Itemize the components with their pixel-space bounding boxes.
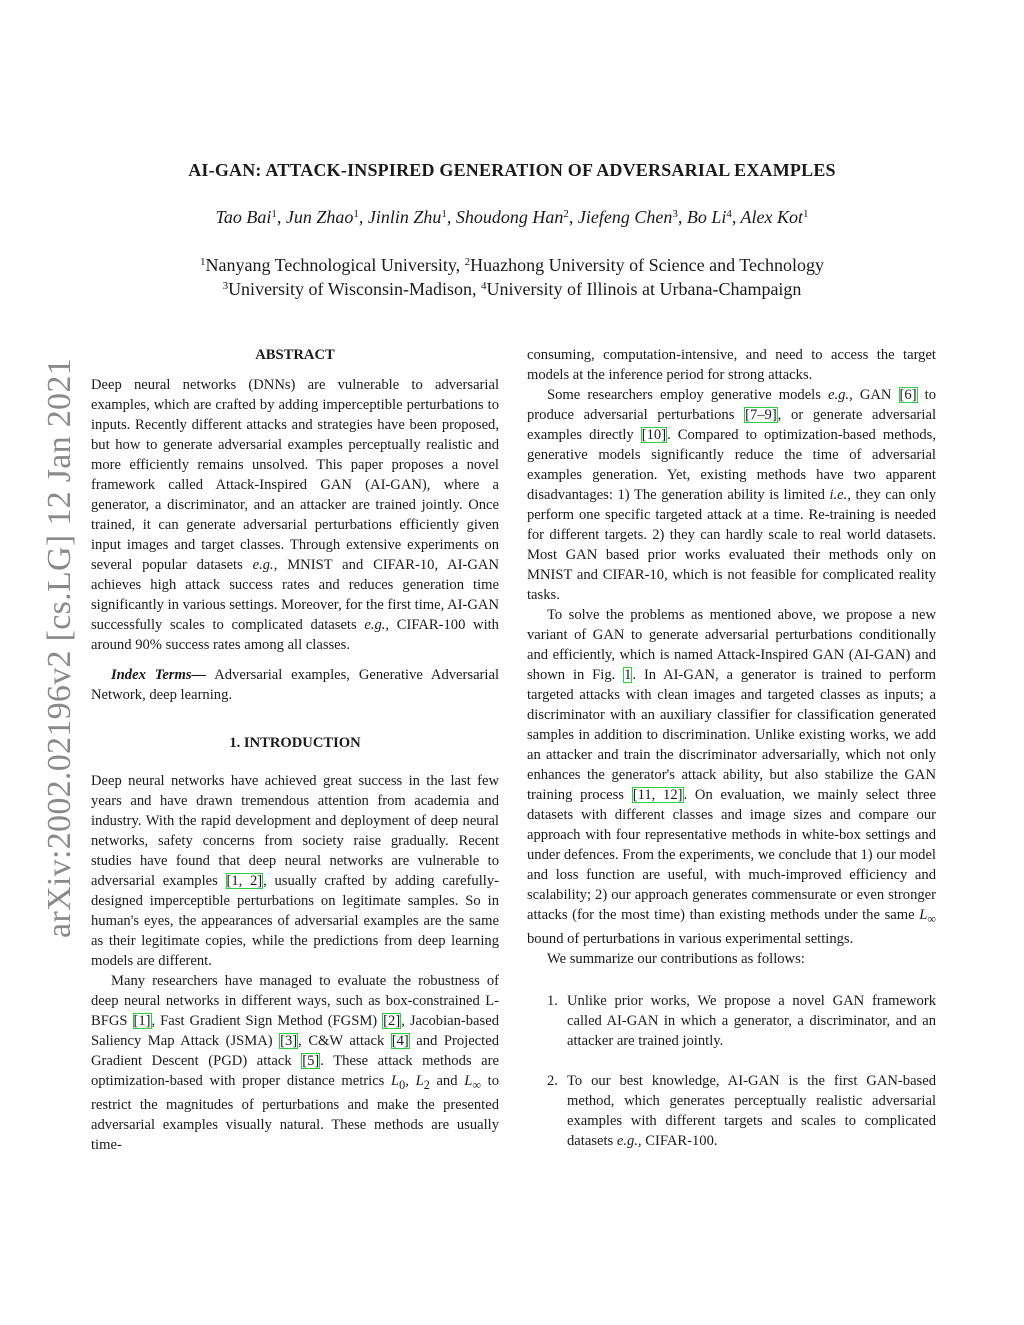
right-column [527,345,936,1151]
intro-paragraph-2-cont: consuming, computation-intensive, and need to access the target models at the inference period for strong attacks. [527,347,936,383]
figure-link[interactable]: 1 [624,667,632,683]
contributions-list [527,991,936,1151]
author-name: Shoudong Han [455,207,564,227]
author-name: Jinlin Zhu [367,207,442,227]
intro-paragraph-4: To solve the problems as mentioned above, we propose a new variant of GAN to generate adversarial perturbations conditionally and efficiently, which is named Attack-Inspired GAN (AI-GAN) and shown in Fig. 1. In AI-GAN, a generator is trained to perform targeted attacks with clean images and targeted classes as inputs; a discriminator with an auxiliary classifier for classification generated samples in addition to discrimination. Unlike existing works, we add an attacker and train the discriminator adversarially, which not only enhances the generator's attack ability, but also stabilize the GAN training process [11, 12]. On evaluation, we mainly select three datasets with different classes and image sizes and compare our approach with four representative methods in white-box settings and under defences. From the experiments, we conclude that 1) our model and loss function are useful, with much-improved efficiency and scalability; 2) our approach generates commensurate or even stronger attacks (for the most time) than existing methods under the same $L_\infty$ bound of perturbations in various experimental settings. [527,607,936,947]
abstract-heading: ABSTRACT [255,347,335,363]
list-item: 2. To our best knowledge, AI-GAN is the first GAN-based method, which generates perceptually realistic adversarial examples with different targets and scales to complicated datasets e.g., CIFAR-100. [547,1072,936,1149]
author-list: Tao Bai$^1$, Jun Zhao$^1$, Jinlin Zhu$^1$, Shoudong Han$^2$, Jiefeng Chen$^3$, Bo Li$^4$, Alex Kot$^1$ [215,207,809,227]
intro-paragraph-5: We summarize our contributions as follows: [547,950,805,967]
citation-link[interactable]: [2] [383,1013,401,1029]
left-column [91,345,499,1155]
intro-paragraph-2: Many researchers have managed to evaluate the robustness of deep neural networks in different ways, such as box-constrained L-BFGS [1], Fast Gradient Sign Method (FGSM) [2], Jacobian-based Saliency Map Attack (JSMA) [3], C&W attack [4] and Projected Gradient Descent (PGD) attack [5]. These attack methods are optimization-based with proper distance metrics $L_0$, $L_2$ and $L_\infty$ to restrict the magnitudes of perturbations and make the presented adversarial examples visually natural. These methods are usually time- [91,973,500,1153]
author-name: Bo Li [686,207,727,227]
paper-title: AI-GAN: ATTACK-INSPIRED GENERATION OF ADVERSARIAL EXAMPLES [188,160,836,180]
author-name: Jiefeng Chen [577,207,673,227]
author-name: Jun Zhao [285,207,354,227]
citation-link[interactable]: [3] [280,1033,298,1049]
intro-heading: 1. INTRODUCTION [229,735,361,751]
citation-link[interactable]: [10] [641,427,667,443]
list-item: 1. Unlike prior works, We propose a novel GAN framework called AI-GAN in which a generator, a discriminator, and an attacker are trained jointly. [547,992,936,1049]
citation-link[interactable]: [5] [302,1053,320,1069]
affiliation-line-1: $^1$Nanyang Technological University, $^2$Huazhong University of Science and Technology [200,255,824,275]
author-name: Tao Bai [215,207,272,227]
author-name: Alex Kot [740,207,804,227]
affiliation-line-2: $^3$University of Wisconsin-Madison, $^4$University of Illinois at Urbana-Champaign [222,279,802,299]
index-terms: Index Terms— Adversarial examples, Generative Adversarial Network, deep learning. [91,667,500,703]
citation-link[interactable]: [1, 2] [226,873,263,889]
intro-paragraph-3: Some researchers employ generative models e.g., GAN [6] to produce adversarial perturbations [7–9], or generate adversarial examples directly [10]. Compared to optimization-based methods, generative models significantly reduce the time of adversarial examples generation. Yet, existing methods have two apparent disadvantages: 1) The generation ability is limited i.e., they can only perform one specific targeted attack at a time. Re-training is needed for different targets. 2) they can hardly scale to real world datasets. Most GAN based prior works evaluated their methods only on MNIST and CIFAR-10, which is not feasible for complicated reality tasks. [527,387,936,603]
citation-link[interactable]: [6] [899,387,917,403]
citation-link[interactable]: [7–9] [745,407,777,423]
intro-paragraph-1: Deep neural networks have achieved great success in the last few years and have drawn tremendous attention from academia and industry. With the rapid development and deployment of deep neural networks, safety concerns from society raise gradually. Recent studies have found that deep neural networks are vulnerable to adversarial examples [1, 2], usually crafted by adding carefully-designed imperceptible perturbations on legitimate samples. So in human's eyes, the appearances of adversarial examples are the same as their legitimate copies, while the predictions from deep learning models are different. [91,773,499,969]
citation-link[interactable]: [11, 12] [632,787,683,803]
arxiv-identifier: arXiv:2002.02196v2 [cs.LG] 12 Jan 2021 [41,358,78,938]
citation-link[interactable]: [4] [391,1033,409,1049]
abstract-text: Deep neural networks (DNNs) are vulnerable to adversarial examples, which are crafted by adding imperceptible perturbations to inputs. Recently different attacks and strategies have been proposed, but how to generate adversarial examples perceptually realistic and more efficiently remains unsolved. This paper proposes a novel framework called Attack-Inspired GAN (AI-GAN), where a generator, a discriminator, and an attacker are trained jointly. Once trained, it can generate adversarial perturbations efficiently given input images and target classes. Through extensive experiments on several popular datasets e.g., MNIST and CIFAR-10, AI-GAN achieves high attack success rates and reduces generation time significantly in various settings. Moreover, for the first time, AI-GAN successfully scales to complicated datasets e.g., CIFAR-100 with around 90% success rates among all classes. [91,377,499,653]
citation-link[interactable]: [1] [133,1013,151,1029]
